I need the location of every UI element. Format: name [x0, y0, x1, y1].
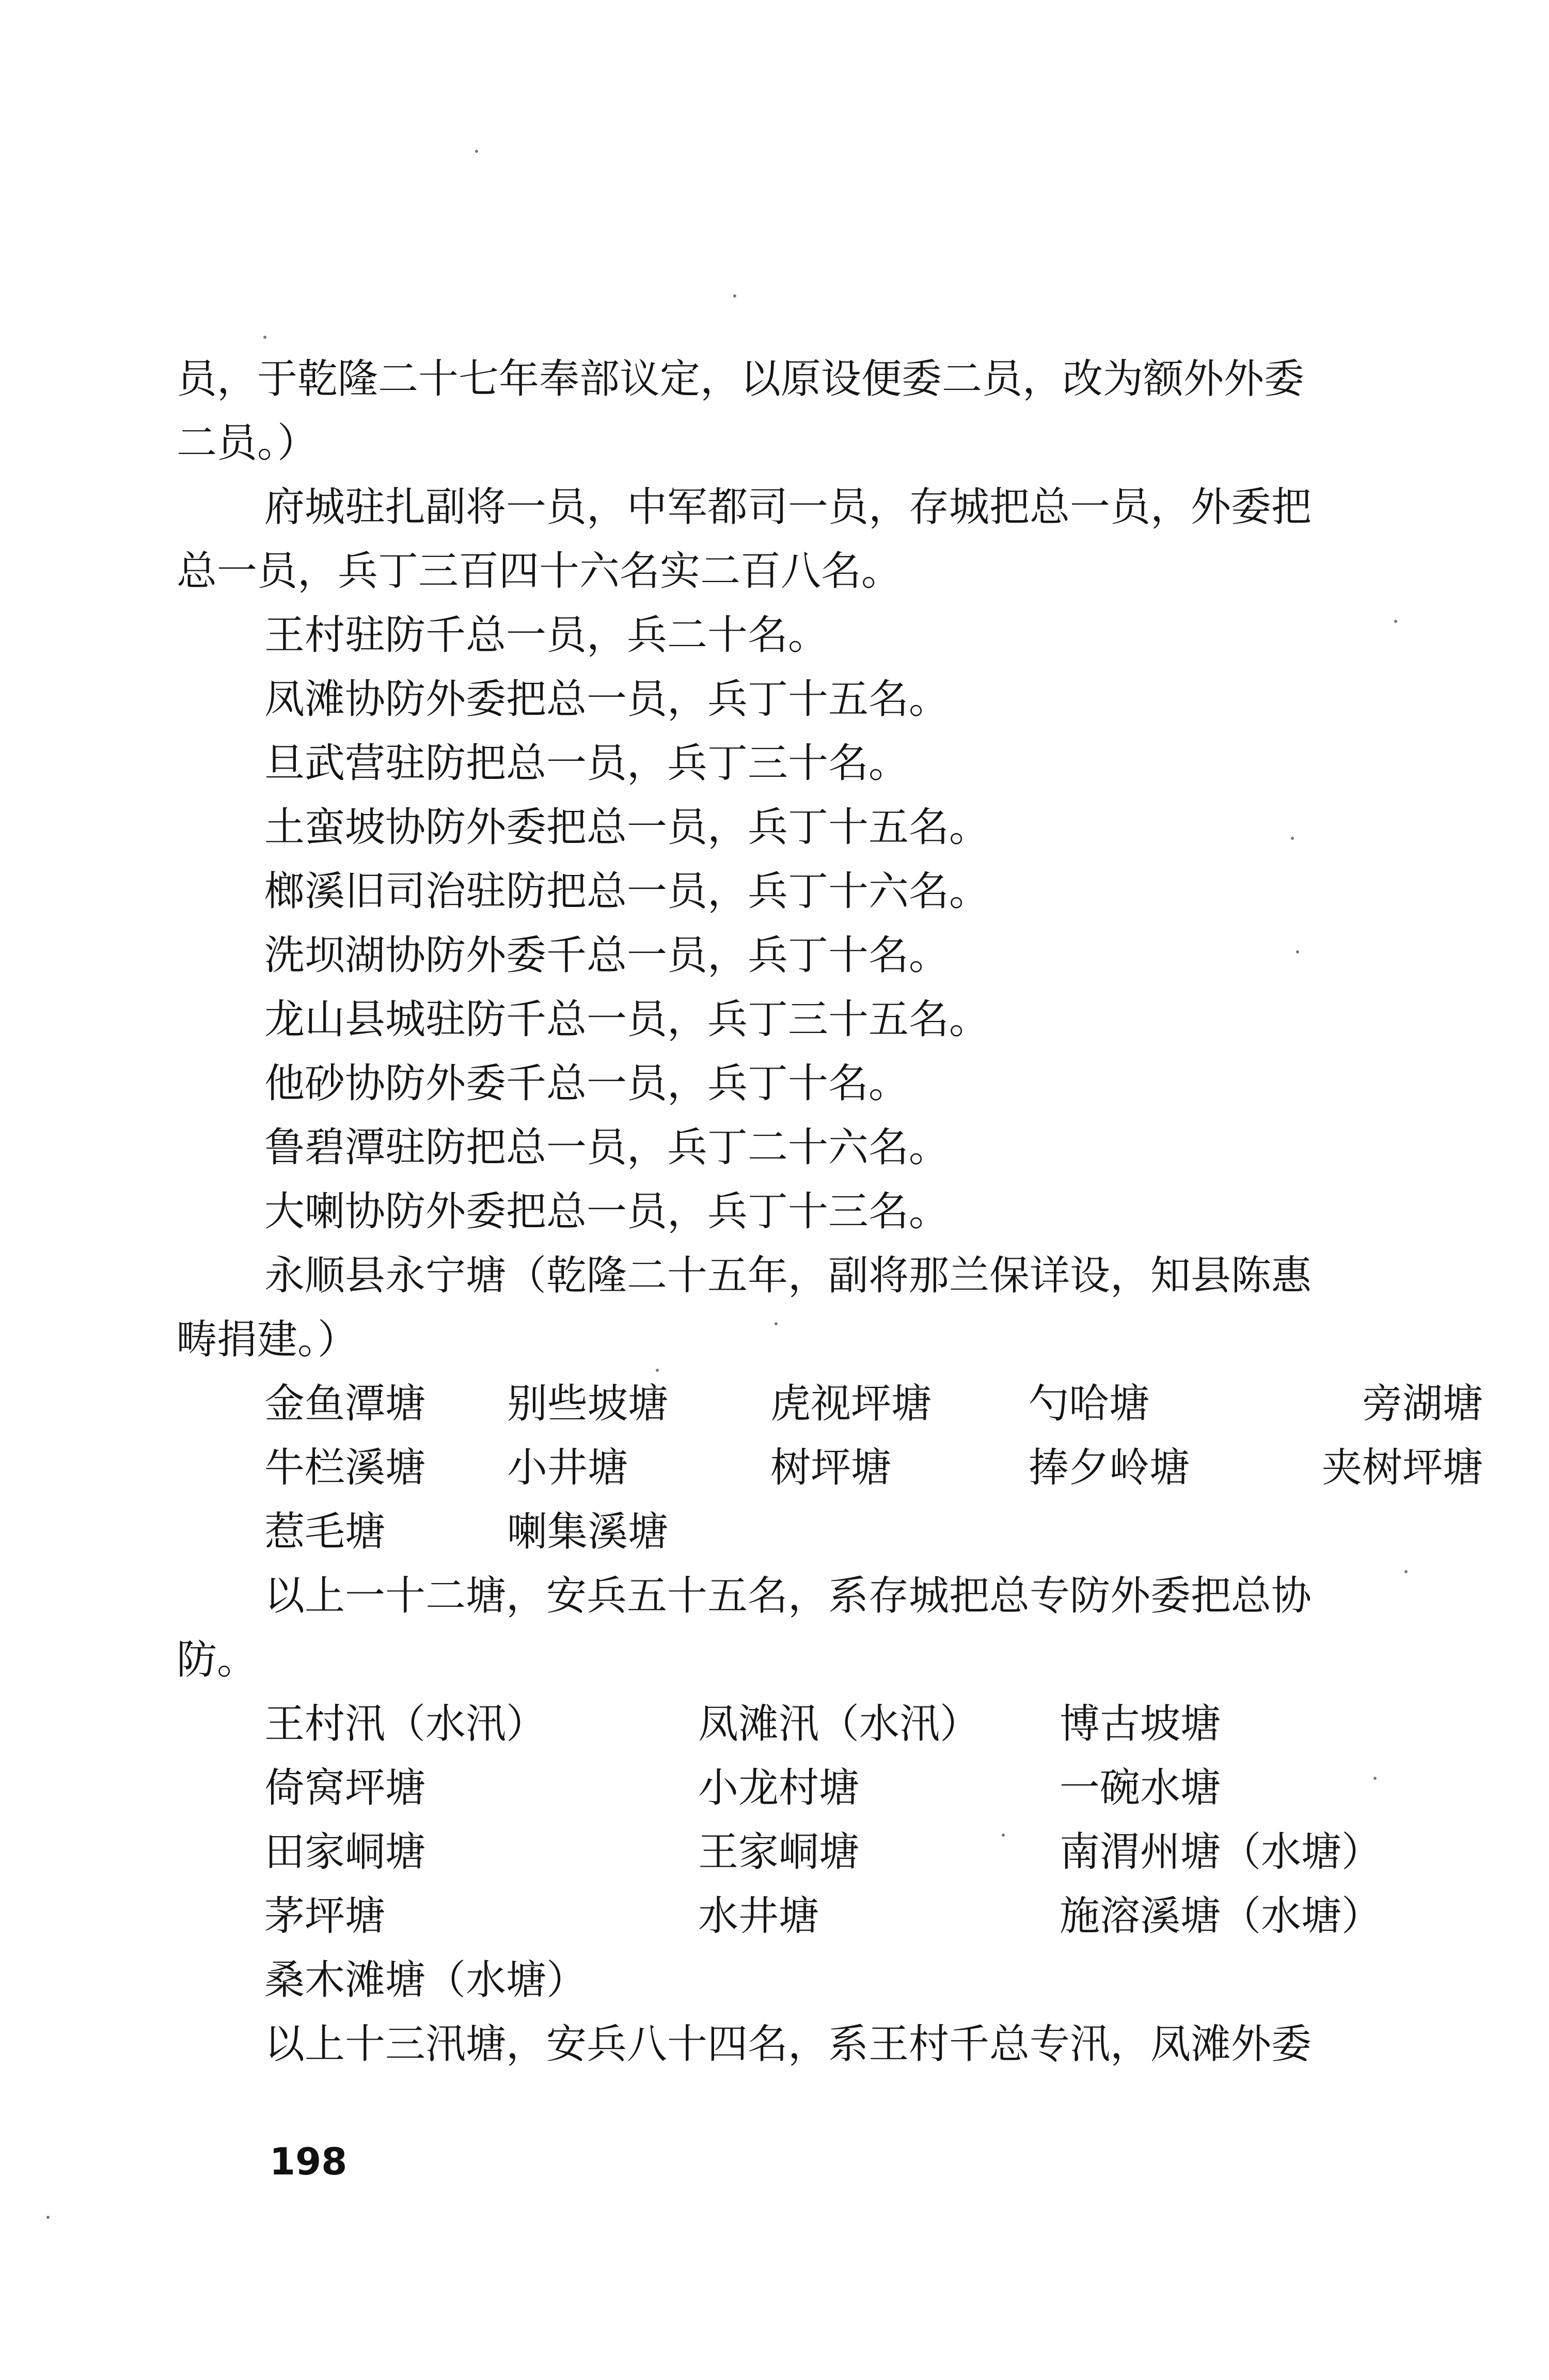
xun-name: 凤滩汛（水汛） — [698, 1701, 981, 1747]
xun-list-row — [177, 1820, 1393, 1884]
page-number: 198 — [270, 2140, 347, 2183]
text-line: 鲁碧潭驻防把总一员，兵丁二十六名。 — [264, 1124, 950, 1171]
scan-speck — [1296, 950, 1299, 953]
xun-name: 水井塘 — [698, 1893, 819, 1939]
text-line: 永顺县永宁塘（乾隆二十五年，副将那兰保详设，知县陈惠 — [264, 1252, 1312, 1299]
scan-speck — [733, 294, 736, 298]
xun-list-row — [177, 1692, 1393, 1756]
text-line: 洗坝湖协防外委千总一员，兵丁十名。 — [264, 932, 950, 979]
xun-name: 王村汛（水汛） — [264, 1701, 547, 1747]
scan-speck — [1394, 620, 1397, 623]
xun-name: 桑木滩塘（水塘） — [264, 1957, 587, 2003]
xun-name: 施溶溪塘（水塘） — [1060, 1893, 1382, 1939]
tang-list-row — [177, 1372, 1483, 1436]
text-line: 府城驻扎副将一员，中军都司一员，存城把总一员，外委把 — [264, 484, 1312, 530]
tang-list-row — [177, 1436, 1483, 1500]
text-line: 王村驻防千总一员，兵二十名。 — [264, 612, 829, 659]
text-line: 凤滩协防外委把总一员，兵丁十五名。 — [264, 676, 950, 723]
xun-name: 茅坪塘 — [264, 1893, 386, 1939]
scan-speck — [774, 1322, 778, 1325]
tang-name: 虎视坪塘 — [770, 1381, 932, 1427]
tang-list-row — [177, 1500, 1393, 1564]
tang-name: 小井塘 — [507, 1445, 628, 1491]
body-text — [177, 347, 1483, 2076]
text-line: 总一员，兵丁三百四十六名实二百八名。 — [177, 548, 902, 594]
summary-line: 以上一十二塘，安兵五十五名，系存城把总专防外委把总协 — [264, 1573, 1312, 1619]
xun-name: 小龙村塘 — [698, 1765, 860, 1811]
scan-speck — [1373, 1777, 1377, 1780]
scan-speck — [1404, 1570, 1408, 1573]
tang-name: 夹树坪塘 — [1321, 1445, 1483, 1491]
text-line: 榔溪旧司治驻防把总一员，兵丁十六名。 — [264, 868, 990, 915]
xun-list-row — [177, 1884, 1393, 1948]
xun-name: 倚窝坪塘 — [264, 1765, 426, 1811]
tang-name: 金鱼潭塘 — [264, 1381, 426, 1427]
text-line: 二员。） — [177, 420, 318, 466]
tang-name: 喇集溪塘 — [507, 1509, 669, 1555]
summary-line: 防。 — [177, 1637, 258, 1683]
xun-name: 王家峒塘 — [698, 1829, 860, 1875]
text-line: 畴捐建。） — [177, 1317, 358, 1363]
tang-name: 惹毛塘 — [264, 1509, 386, 1555]
scan-speck — [263, 336, 266, 339]
xun-list-row — [177, 1756, 1393, 1820]
text-line: 土蛮坡协防外委把总一员，兵丁十五名。 — [264, 804, 990, 851]
summary-line: 以上十三汛塘，安兵八十四名，系王村千总专汛，凤滩外委 — [264, 2021, 1312, 2068]
text-line: 龙山县城驻防千总一员，兵丁三十五名。 — [264, 996, 990, 1043]
tang-name: 旁湖塘 — [1362, 1381, 1483, 1427]
tang-name: 勺哈塘 — [1029, 1381, 1150, 1427]
xun-name: 博古坡塘 — [1060, 1701, 1221, 1747]
tang-name: 别些坡塘 — [507, 1381, 669, 1427]
text-line: 大喇协防外委把总一员，兵丁十三名。 — [264, 1188, 950, 1235]
scan-speck — [1291, 837, 1294, 840]
xun-name: 一碗水塘 — [1060, 1765, 1221, 1811]
scan-speck — [656, 1369, 659, 1372]
tang-name: 捧夕岭塘 — [1029, 1445, 1190, 1491]
text-line: 员，于乾隆二十七年奉部议定，以原设便委二员，改为额外外委 — [177, 356, 1305, 402]
scan-speck — [475, 150, 478, 153]
tang-name: 牛栏溪塘 — [264, 1445, 426, 1491]
xun-name: 田家峒塘 — [264, 1829, 426, 1875]
text-line: 旦武营驻防把总一员，兵丁三十名。 — [264, 740, 909, 787]
xun-name: 南渭州塘（水塘） — [1060, 1829, 1382, 1875]
scan-speck — [46, 2216, 50, 2219]
scan-speck — [1002, 1834, 1005, 1837]
text-line: 他砂协防外委千总一员，兵丁十名。 — [264, 1060, 909, 1107]
tang-name: 树坪塘 — [770, 1445, 892, 1491]
